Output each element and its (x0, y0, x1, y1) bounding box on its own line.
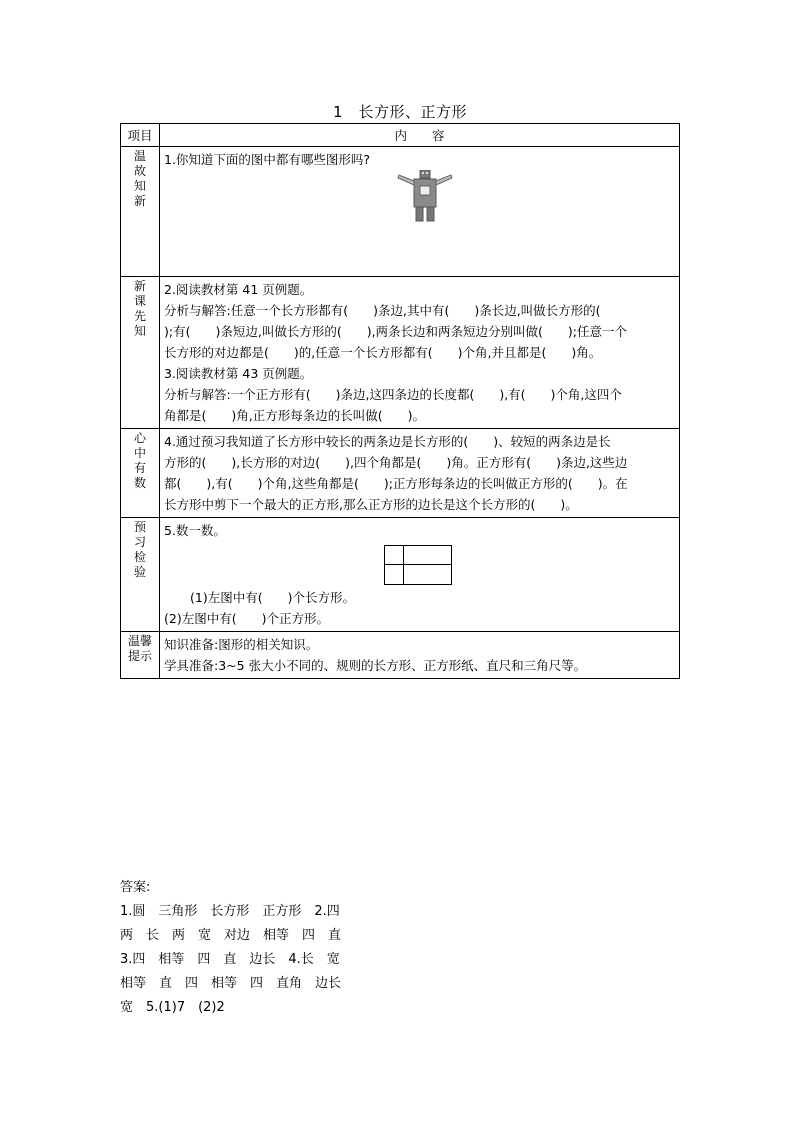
row-content (160, 277, 680, 429)
question-line: 2.阅读教材第 41 页例题。 (164, 282, 313, 297)
row-label: 心中有数 (121, 429, 160, 518)
row-label: 预习检验 (121, 518, 160, 632)
question-line: 5.数一数。 (164, 523, 226, 538)
question-line: 知识准备:图形的相关知识。 (164, 637, 319, 652)
row-content (160, 147, 680, 277)
question-line: 1.你知道下面的图中都有哪些图形吗? (164, 152, 371, 167)
robot-icon (395, 170, 455, 230)
question-line: 学具准备:3~5 张大小不同的、规则的长方形、正方形纸、直尺和三角尺等。 (164, 658, 587, 673)
answer-line: 1.圆 三角形 长方形 正方形 2.四 (120, 904, 340, 919)
table-header-row (121, 124, 680, 147)
robot-figure (395, 170, 455, 230)
row-label: 温故知新 (121, 147, 160, 277)
answer-line: 3.四 相等 四 直 边长 4.长 宽 (120, 952, 340, 967)
preview-table (120, 123, 680, 679)
row-label: 温馨提示 (121, 632, 160, 679)
question-line: 角都是( )角,正方形每条边的长叫做( )。 (164, 408, 425, 423)
table-row (121, 147, 680, 277)
header-content: 内 容 (160, 124, 680, 147)
question-line: 3.阅读教材第 43 页例题。 (164, 366, 313, 381)
rectangle-figure (384, 545, 452, 585)
answer-line: 宽 5.(1)7 (2)2 (120, 1000, 225, 1015)
page-title: 1 长方形、正方形 (332, 103, 468, 121)
table-row (121, 429, 680, 518)
question-line: 长方形的对边都是( )的,任意一个长方形都有( )个角,并且都是( )角。 (164, 345, 602, 360)
question-line: (2)左图中有( )个正方形。 (164, 611, 329, 626)
question-line: 分析与解答:一个正方形有( )条边,这四条边的长度都( ),有( )个角,这四个 (164, 387, 622, 402)
table-row (121, 518, 680, 632)
row-content (160, 518, 680, 632)
question-line: 方形的( ),长方形的对边( ),四个角都是( )角。正方形有( )条边,这些边 (164, 455, 628, 470)
question-line: (1)左图中有( )个长方形。 (190, 590, 355, 605)
table-row (121, 277, 680, 429)
table-row (121, 632, 680, 679)
header-item: 项目 (121, 124, 160, 147)
answer-section (120, 876, 341, 1020)
question-line: );有( )条短边,叫做长方形的( ),两条长边和两条短边分别叫做( );任意一个 (164, 324, 628, 339)
row-content (160, 429, 680, 518)
question-line: 分析与解答:任意一个长方形都有( )条边,其中有( )条长边,叫做长方形的( (164, 303, 601, 318)
answer-line: 相等 直 四 相等 四 直角 边长 (120, 976, 342, 991)
question-line: 4.通过预习我知道了长方形中较长的两条边是长方形的( )、较短的两条边是长 (164, 434, 611, 449)
row-label: 新课先知 (121, 277, 160, 429)
row-content (160, 632, 680, 679)
answer-heading: 答案: (120, 880, 151, 895)
answer-line: 两 长 两 宽 对边 相等 四 直 (120, 928, 342, 943)
question-line: 都( ),有( )个角,这些角都是( );正方形每条边的长叫做正方形的( )。在 (164, 476, 628, 491)
question-line: 长方形中剪下一个最大的正方形,那么正方形的边长是这个长方形的( )。 (164, 497, 578, 512)
